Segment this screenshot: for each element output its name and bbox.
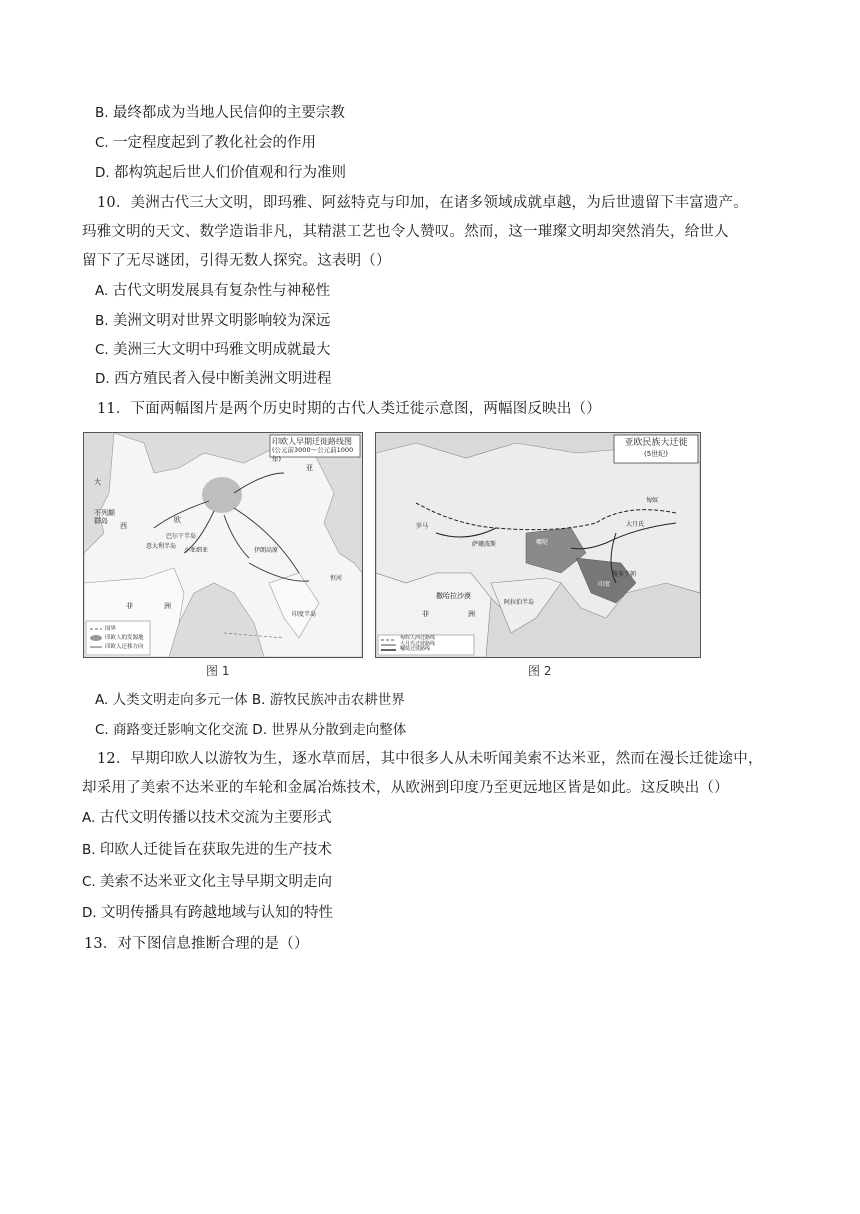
fig1-label: 恒河 <box>330 575 343 582</box>
option-text: 都构筑起后世人们价值观和行为准则 <box>113 165 346 181</box>
fig2-subtitle: (5世纪) <box>644 450 668 458</box>
fig2-label: 印度 <box>598 581 611 588</box>
fig2-label: 撒哈拉沙漠 <box>436 592 471 600</box>
q12-stem-line-1: 12．早期印欧人以游牧为生，逐水草而居，其中很多人从未听闻美索不达米亚，然而在漫长迁徙途中， <box>97 751 763 767</box>
fig2-title: 亚欧民族大迁徙 <box>624 438 688 448</box>
fig1-label: 不列颠群岛 <box>94 509 115 525</box>
fig1-label: 意大利半岛 <box>146 543 177 550</box>
q10-option-a <box>95 281 330 301</box>
fig1-legend-item: 印欧人迁移方向 <box>105 644 144 650</box>
q10-option-b <box>95 311 330 331</box>
option-letter: D. <box>95 165 110 181</box>
q9-option-d <box>95 163 346 183</box>
fig1-legend-item: 国界 <box>105 626 117 632</box>
q12-option-b <box>82 840 332 860</box>
fig2-label: 罗马 <box>416 523 429 530</box>
fig2-label: 洲 <box>468 610 475 618</box>
fig1-label: 非 <box>126 602 133 610</box>
q11-options-line-1: A. 人类文明走向多元一体 B. 游牧民族冲击农耕世界 <box>95 692 405 708</box>
q10-stem-line-2: 玛雅文明的天文、数学造诣非凡，其精湛工艺也令人赞叹。然而，这一璀璨文明却突然消失，给世人 <box>82 224 729 240</box>
fig2-legend-item: 大月氏迁徙路线 <box>400 640 436 647</box>
option-text: 西方殖民者入侵中断美洲文明进程 <box>113 371 332 387</box>
option-letter: D. <box>95 371 110 387</box>
q13-stem: 13．对下图信息推断合理的是（） <box>84 936 309 952</box>
option-text: 美索不达米亚文化主导早期文明走向 <box>100 874 333 890</box>
q10-stem-line-1: 10．美洲古代三大文明，即玛雅、阿兹特克与印加，在诸多领域成就卓越，为后世遗留下丰富遗产。 <box>97 195 748 211</box>
q11-stem: 11．下面两幅图片是两个历史时期的古代人类迁徙示意图，两幅图反映出（） <box>97 401 601 417</box>
q12-option-c <box>82 872 332 892</box>
option-letter: B. <box>82 842 96 858</box>
option-letter: C. <box>95 135 109 151</box>
option-letter: C. <box>95 342 109 358</box>
option-text: 印欧人迁徙旨在获取先进的生产技术 <box>99 842 332 858</box>
figure-2-caption: 图 2 <box>528 664 552 678</box>
option-text: 一定程度起到了教化社会的作用 <box>113 135 317 151</box>
fig1-label: 小亚细亚 <box>184 547 209 554</box>
option-letter: A. <box>82 810 96 826</box>
fig1-label: 洲 <box>164 602 171 610</box>
fig1-label: 印度半岛 <box>292 611 317 618</box>
fig2-label: 阿拉伯半岛 <box>504 599 535 606</box>
option-letter: C. <box>82 874 96 890</box>
option-text: 古代文明传播以技术交流为主要形式 <box>99 810 332 826</box>
q12-option-d <box>82 903 333 923</box>
option-text: 文明传播具有跨越地域与认知的特性 <box>100 905 333 921</box>
fig2-label: 嚈哒 <box>536 539 549 546</box>
fig1-title: 印欧人早期迁徙路线图 <box>272 437 352 446</box>
q10-option-c <box>95 340 331 360</box>
option-letter: B. <box>95 313 109 329</box>
figure-1-svg <box>84 433 362 657</box>
option-letter: D. <box>82 905 97 921</box>
fig1-subtitle: (公元前3000～公元前1000年) <box>272 446 354 463</box>
fig2-legend-item: 嚈哒迁徙路线 <box>400 646 431 652</box>
figure-1-map <box>83 432 363 658</box>
fig2-label: 笈多王朝 <box>612 571 637 578</box>
fig1-legend-item: 印欧人的发源地 <box>105 635 144 641</box>
fig1-label: 欧 <box>174 516 181 524</box>
option-text: 古代文明发展具有复杂性与神秘性 <box>112 283 331 299</box>
q9-option-c <box>95 133 316 153</box>
fig2-label: 匈奴 <box>646 497 659 504</box>
fig2-legend-item: 匈奴人西迁路线 <box>400 635 436 641</box>
figure-1-caption: 图 1 <box>206 664 230 678</box>
option-letter: B. <box>95 105 109 121</box>
option-letter: A. <box>95 283 109 299</box>
q12-stem-line-2: 却采用了美索不达米亚的车轮和金属冶炼技术，从欧洲到印度乃至更远地区皆是如此。这反映出（） <box>82 780 729 796</box>
fig2-label: 大月氏 <box>626 521 645 528</box>
fig2-label: 非 <box>422 610 429 618</box>
fig1-label: 西 <box>120 522 127 530</box>
fig1-label: 伊朗高原 <box>254 547 279 554</box>
option-text: 美洲文明对世界文明影响较为深远 <box>112 313 331 329</box>
q9-option-b <box>95 103 345 123</box>
q11-options-line-2: C. 商路变迁影响文化交流 D. 世界从分散到走向整体 <box>95 722 407 738</box>
q10-stem-line-3: 留下了无尽谜团，引得无数人探究。这表明（） <box>82 253 391 269</box>
fig2-label: 萨珊波斯 <box>472 541 497 548</box>
q10-option-d <box>95 369 331 389</box>
figure-2-map <box>375 432 701 658</box>
fig1-label: 亚 <box>306 464 313 472</box>
option-text: 美洲三大文明中玛雅文明成就最大 <box>113 342 331 358</box>
q12-option-a <box>82 808 332 828</box>
fig1-label: 大 <box>94 478 101 486</box>
fig1-label: 巴尔干半岛 <box>166 533 197 540</box>
option-text: 最终都成为当地人民信仰的主要宗教 <box>112 105 345 121</box>
